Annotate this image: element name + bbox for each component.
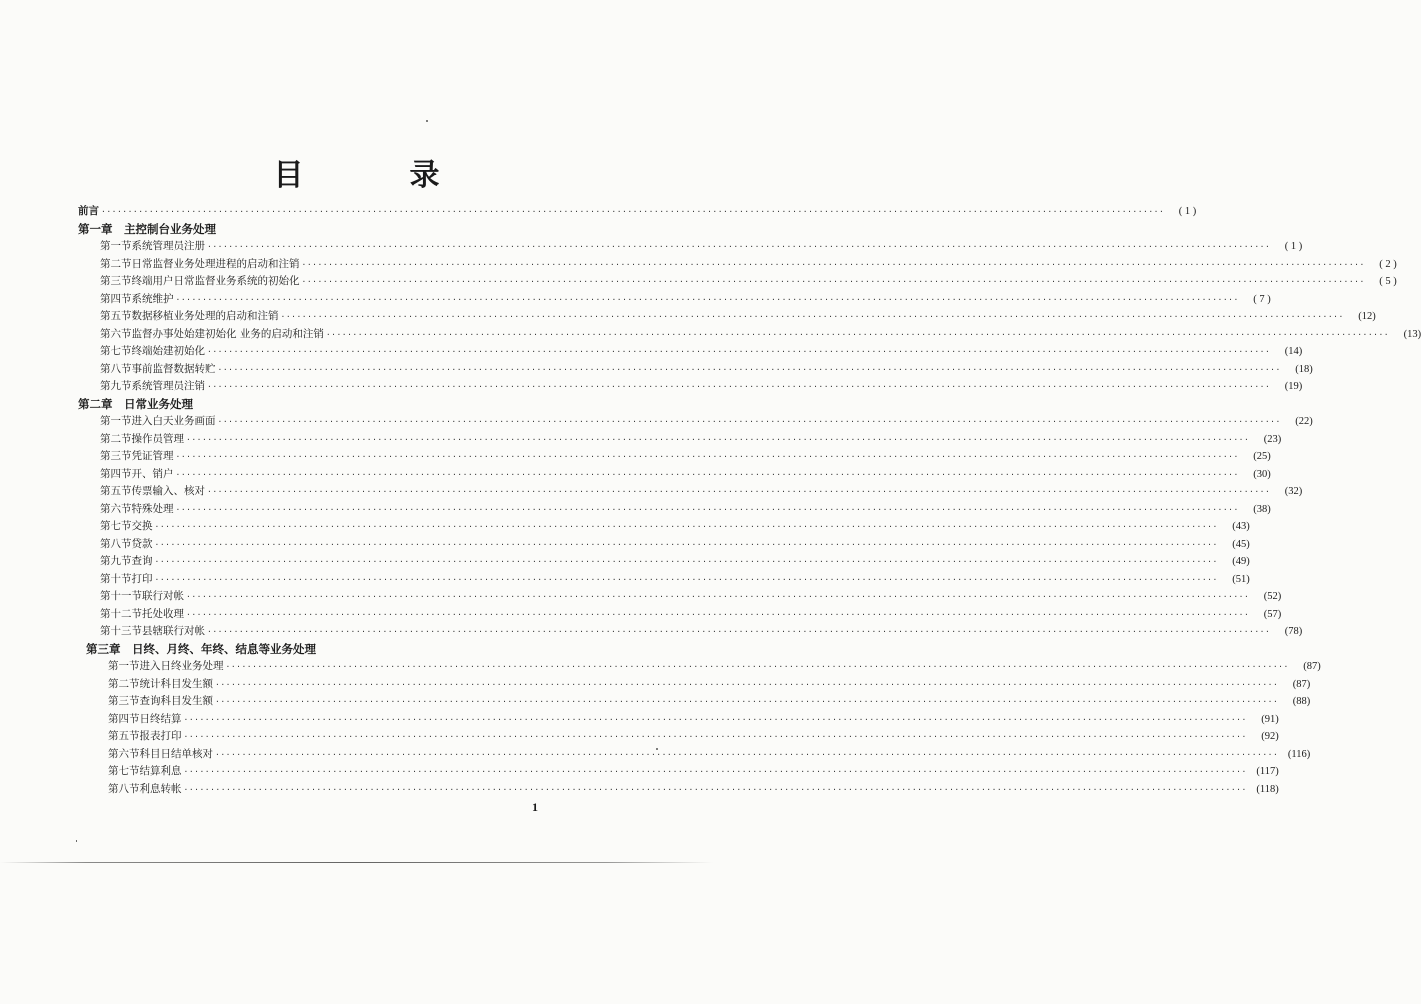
section-number: 第七节 bbox=[108, 765, 140, 777]
leader-dots: ········································································································································································································ bbox=[207, 382, 1271, 391]
toc-entry-label: 日终结算 bbox=[139, 712, 182, 725]
toc-entry-label: 贷款 bbox=[131, 537, 153, 550]
toc-entry-label: 日常监督业务处理进程的启动和注销 bbox=[131, 257, 300, 270]
toc-entry-label: 结算利息 bbox=[139, 765, 182, 777]
section-number: 第二节 bbox=[100, 432, 132, 445]
toc-entry-label: 科目日结单核对 bbox=[139, 747, 213, 760]
leader-dots: ········································································································································································································ bbox=[175, 504, 1239, 514]
toc-entry-label: 报表打印 bbox=[139, 730, 182, 742]
section-number: 第十一节 bbox=[100, 590, 142, 602]
page-number: 1 bbox=[532, 800, 538, 814]
toc-entry-page: (45) bbox=[1232, 538, 1250, 550]
toc-entry-page: (43) bbox=[1232, 521, 1250, 532]
leader-dots: ········································································································································································································ bbox=[154, 574, 1218, 584]
toc-entry-label: 联行对帐 bbox=[142, 590, 184, 602]
toc-entry-page: (88) bbox=[1292, 696, 1311, 707]
leader-dots: ········································································································································································································ bbox=[186, 434, 1250, 444]
toc-entry-label: 开、销户 bbox=[131, 467, 174, 480]
leader-dots: ········································································································································································································ bbox=[186, 609, 1250, 619]
toc-entry bbox=[78, 291, 1271, 309]
section-number: 第九节 bbox=[100, 555, 132, 567]
toc-entry bbox=[78, 326, 1421, 344]
leader-dots: ········································································································································································································ bbox=[183, 767, 1247, 776]
toc-entry bbox=[78, 501, 1271, 519]
toc-entry-label: 统计科目发生额 bbox=[139, 677, 213, 690]
section-number: 第十二节 bbox=[100, 607, 142, 620]
toc-entry-page: (30) bbox=[1253, 468, 1271, 480]
toc-entry-label: 系统管理员注册 bbox=[131, 240, 205, 252]
scan-speck bbox=[656, 748, 658, 750]
toc-entry bbox=[78, 553, 1250, 571]
section-number: 第八节 bbox=[100, 537, 132, 550]
section-number: 第十节 bbox=[100, 572, 132, 585]
toc-entry bbox=[78, 623, 1303, 641]
toc-entry-page: (19) bbox=[1284, 381, 1303, 392]
toc-entry bbox=[78, 746, 1311, 764]
toc-entry bbox=[78, 763, 1279, 781]
toc-entry bbox=[78, 711, 1279, 729]
toc-entry-label: 进入白天业务画面 bbox=[131, 415, 216, 427]
section-number: 第六节 bbox=[100, 327, 132, 340]
toc-entry-label: 查询科目发生额 bbox=[139, 695, 213, 707]
toc-entry bbox=[78, 588, 1282, 606]
toc-entry-page: (13) bbox=[1403, 328, 1421, 340]
section-number: 第八节 bbox=[100, 362, 132, 375]
toc-entry-page: (52) bbox=[1263, 591, 1282, 602]
toc-entry-page: ( 7 ) bbox=[1253, 293, 1271, 305]
toc-entry-page: ( 1 ) bbox=[1178, 206, 1197, 217]
toc-entry bbox=[78, 781, 1279, 799]
toc-entry bbox=[78, 361, 1313, 379]
toc-entry-label: 前言 bbox=[78, 205, 99, 217]
toc-entry-page: (87) bbox=[1303, 661, 1321, 672]
section-number: 第八节 bbox=[108, 782, 140, 795]
toc-entry-label: 终端用户日常监督业务系统的初始化 bbox=[131, 275, 300, 287]
toc-entry bbox=[78, 483, 1303, 501]
leader-dots: ········································································································································································································ bbox=[154, 557, 1218, 566]
toc-entry bbox=[78, 728, 1279, 746]
toc-entry-page: (118) bbox=[1256, 783, 1279, 795]
toc-entry-label: 数据移植业务处理的启动和注销 bbox=[131, 310, 279, 322]
toc-entry-page: (32) bbox=[1284, 486, 1303, 497]
section-number: 第十三节 bbox=[100, 625, 142, 637]
toc-entry-page: (78) bbox=[1284, 626, 1303, 637]
toc-entry-label: 监督办事处始建初始化 业务的启动和注销 bbox=[131, 327, 324, 340]
toc-entry-label: 凭证管理 bbox=[131, 450, 174, 462]
leader-dots: ········································································································································································································ bbox=[183, 714, 1247, 724]
leader-dots: ········································································································································································································ bbox=[101, 207, 1165, 216]
section-number: 第七节 bbox=[100, 345, 132, 357]
toc-entry-label: 事前监督数据转贮 bbox=[131, 362, 216, 375]
leader-dots: ········································································································································································································ bbox=[225, 662, 1289, 671]
leader-dots: ········································································································································································································ bbox=[175, 469, 1239, 479]
toc-entry-page: (12) bbox=[1358, 311, 1376, 322]
toc-entry bbox=[78, 343, 1303, 361]
toc-chapter-heading bbox=[78, 396, 550, 414]
section-number: 第二节 bbox=[100, 257, 132, 270]
scan-edge-line bbox=[0, 862, 713, 863]
chapter-title: 主控制台业务处理 bbox=[124, 221, 216, 236]
toc-entry-label: 操作员管理 bbox=[131, 432, 184, 445]
toc-entry-page: (23) bbox=[1263, 433, 1282, 445]
leader-dots: ········································································································································································································ bbox=[215, 679, 1279, 689]
toc-entry-label: 传票输入、核对 bbox=[131, 485, 205, 497]
toc-entry-label: 利息转帐 bbox=[139, 782, 182, 795]
toc-entry bbox=[78, 466, 1271, 484]
toc-entry bbox=[78, 676, 1311, 694]
section-number: 第五节 bbox=[108, 730, 140, 742]
toc-entry-page: (38) bbox=[1253, 503, 1271, 515]
leader-dots: ········································································································································································································ bbox=[280, 312, 1344, 321]
leader-dots: ········································································································································································································ bbox=[301, 259, 1365, 269]
toc-entry-label: 交换 bbox=[131, 520, 153, 532]
toc-entry bbox=[78, 658, 1321, 676]
toc-entry bbox=[78, 413, 1313, 431]
section-number: 第一节 bbox=[100, 240, 132, 252]
toc-entry bbox=[78, 606, 1282, 624]
toc-entry-label: 系统管理员注销 bbox=[131, 380, 205, 392]
toc-entry-page: (57) bbox=[1263, 608, 1282, 620]
section-number: 第四节 bbox=[100, 292, 132, 305]
toc-entry-page: (14) bbox=[1284, 346, 1303, 357]
scan-speck bbox=[426, 120, 428, 122]
section-number: 第三节 bbox=[100, 450, 132, 462]
section-number: 第三节 bbox=[100, 275, 132, 287]
leader-dots: ········································································································································································································ bbox=[325, 329, 1390, 339]
leader-dots: ········································································································································································································ bbox=[175, 452, 1239, 461]
toc-entry-page: (22) bbox=[1295, 416, 1313, 427]
toc-entry-page: (117) bbox=[1256, 766, 1279, 777]
leader-dots: ········································································································································································································ bbox=[154, 522, 1218, 531]
leader-dots: ········································································································································································································ bbox=[186, 592, 1250, 601]
section-number: 第四节 bbox=[108, 712, 140, 725]
leader-dots: ········································································································································································································ bbox=[207, 347, 1271, 356]
chapter-number: 第三章 bbox=[86, 641, 121, 656]
toc-entry bbox=[78, 256, 1397, 274]
scan-speck bbox=[76, 840, 77, 842]
section-number: 第二节 bbox=[108, 677, 140, 690]
chapter-number: 第一章 bbox=[78, 221, 113, 236]
toc-entry-label: 托处收理 bbox=[142, 607, 184, 620]
toc-entry-label: 系统维护 bbox=[131, 292, 174, 305]
section-number: 第一节 bbox=[100, 415, 132, 427]
section-number: 第六节 bbox=[100, 502, 132, 515]
toc-entry bbox=[78, 693, 1311, 711]
toc-entry-page: (49) bbox=[1232, 556, 1250, 567]
toc-entry-label: 打印 bbox=[131, 572, 153, 585]
chapter-number: 第二章 bbox=[78, 396, 113, 411]
toc-entry-page: (87) bbox=[1292, 678, 1311, 690]
toc-entry bbox=[78, 518, 1250, 536]
toc-chapter-heading bbox=[78, 641, 550, 659]
toc-entry-page: ( 2 ) bbox=[1379, 258, 1397, 270]
toc-entry-page: (25) bbox=[1253, 451, 1271, 462]
leader-dots: ········································································································································································································ bbox=[301, 277, 1365, 286]
toc-entry-page: (18) bbox=[1295, 363, 1313, 375]
toc-entry bbox=[78, 238, 1303, 256]
section-number: 第三节 bbox=[108, 695, 140, 707]
leader-dots: ········································································································································································································ bbox=[207, 487, 1271, 496]
toc-entry-label: 特殊处理 bbox=[131, 502, 174, 515]
toc-entry-page: (91) bbox=[1261, 713, 1279, 725]
leader-dots: ········································································································································································································ bbox=[183, 784, 1247, 794]
leader-dots: ········································································································································································································ bbox=[154, 539, 1218, 549]
page-title: 目 录 bbox=[273, 158, 478, 193]
leader-dots: ········································································································································································································ bbox=[215, 697, 1279, 706]
leader-dots: ········································································································································································································ bbox=[217, 364, 1281, 374]
section-number: 第五节 bbox=[100, 485, 132, 497]
toc-entry bbox=[78, 536, 1250, 554]
toc-entry bbox=[78, 431, 1282, 449]
toc-entry bbox=[78, 273, 1397, 291]
toc-entry-page: (51) bbox=[1232, 573, 1250, 585]
toc-entry-label: 县辖联行对帐 bbox=[142, 625, 205, 637]
toc-entry-label: 进入日终业务处理 bbox=[139, 660, 224, 672]
toc-entry bbox=[78, 571, 1250, 589]
section-number: 第五节 bbox=[100, 310, 132, 322]
table-of-contents bbox=[78, 203, 1421, 798]
toc-entry-preface bbox=[78, 203, 1197, 221]
section-number: 第九节 bbox=[100, 380, 132, 392]
toc-entry-page: (92) bbox=[1261, 731, 1279, 742]
leader-dots: ········································································································································································································ bbox=[183, 732, 1247, 741]
toc-chapter-heading bbox=[78, 221, 550, 239]
leader-dots: ········································································································································································································ bbox=[207, 242, 1271, 251]
chapter-title: 日终、月终、年终、结息等业务处理 bbox=[132, 641, 316, 656]
section-number: 第七节 bbox=[100, 520, 132, 532]
toc-entry-page: ( 1 ) bbox=[1284, 241, 1303, 252]
leader-dots: ········································································································································································································ bbox=[217, 417, 1281, 426]
toc-entry bbox=[78, 308, 1376, 326]
leader-dots: ········································································································································································································ bbox=[207, 627, 1271, 636]
chapter-title: 日常业务处理 bbox=[124, 396, 193, 411]
section-number: 第四节 bbox=[100, 467, 132, 480]
toc-entry-page: (116) bbox=[1287, 748, 1311, 760]
toc-entry bbox=[78, 378, 1303, 396]
leader-dots: ········································································································································································································ bbox=[215, 749, 1279, 759]
section-number: 第一节 bbox=[108, 660, 140, 672]
leader-dots: ········································································································································································································ bbox=[175, 294, 1239, 304]
toc-entry-label: 查询 bbox=[131, 555, 153, 567]
toc-entry bbox=[78, 448, 1271, 466]
toc-entry-page: ( 5 ) bbox=[1379, 276, 1397, 287]
section-number: 第六节 bbox=[108, 747, 140, 760]
toc-entry-label: 终端始建初始化 bbox=[131, 345, 205, 357]
